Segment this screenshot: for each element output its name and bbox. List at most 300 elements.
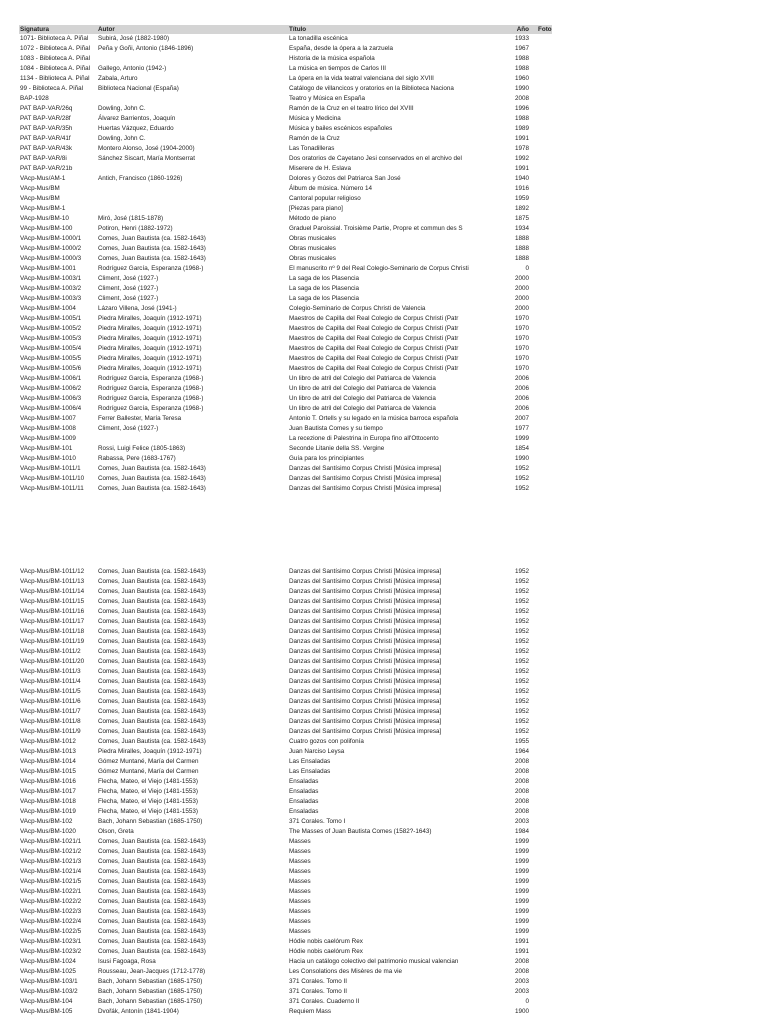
cell-titulo[interactable]: Un libro de atril del Colegio del Patriarca de Valencia (289, 375, 436, 382)
cell-ano[interactable]: 1916 (514, 185, 529, 192)
cell-ano[interactable]: 1952 (514, 648, 529, 655)
cell-autor[interactable]: Climent, José (1927-) (98, 425, 159, 432)
cell-ano[interactable]: 1999 (514, 858, 529, 865)
table-row[interactable] (19, 877, 552, 887)
cell-autor[interactable]: Comes, Juan Bautista (ca. 1582-1643) (98, 618, 206, 625)
cell-ano[interactable]: 1991 (514, 135, 529, 142)
table-row[interactable] (19, 354, 552, 364)
table-row[interactable] (19, 627, 552, 637)
cell-titulo[interactable]: Álbum de música. Número 14 (289, 185, 372, 192)
cell-titulo[interactable]: Dolores y Gozos del Patriarca San José (289, 175, 401, 182)
cell-titulo[interactable]: Danzas del Santísimo Corpus Christi [Música impresa] (289, 718, 442, 725)
table-row[interactable] (19, 114, 552, 124)
cell-autor[interactable]: Piedra Miralles, Joaquín (1912-1971) (98, 325, 202, 332)
cell-titulo[interactable]: Masses (289, 888, 311, 895)
cell-ano[interactable]: 1892 (514, 205, 529, 212)
cell-titulo[interactable]: Danzas del Santísimo Corpus Christi [Música impresa] (289, 728, 442, 735)
cell-signatura[interactable]: 1071- Biblioteca A. Piñal (20, 35, 89, 42)
cell-foto[interactable] (532, 264, 552, 274)
cell-autor[interactable]: Gallego, Antonio (1942-) (98, 65, 167, 72)
cell-titulo[interactable]: Masses (289, 838, 311, 845)
cell-titulo[interactable]: La ópera en la vida teatral valenciana del siglo XVIII (289, 75, 434, 82)
cell-foto[interactable] (532, 687, 552, 697)
cell-ano[interactable]: 2008 (514, 808, 529, 815)
cell-ano[interactable]: 2006 (514, 395, 529, 402)
table-row[interactable] (19, 617, 552, 627)
table-row[interactable] (19, 927, 552, 937)
cell-signatura[interactable]: VAcp-Mus/BM-1005/1 (20, 315, 82, 322)
cell-signatura[interactable]: VAcp-Mus/BM-1022/5 (20, 928, 82, 935)
cell-foto[interactable] (532, 777, 552, 787)
cell-titulo[interactable]: Juan Narciso Leysa (289, 748, 345, 755)
cell-foto[interactable] (532, 364, 552, 374)
table-row[interactable] (19, 414, 552, 424)
cell-foto[interactable] (532, 134, 552, 144)
cell-autor[interactable]: Comes, Juan Bautista (ca. 1582-1643) (98, 738, 206, 745)
cell-ano[interactable]: 1952 (514, 728, 529, 735)
cell-titulo[interactable]: 371 Corales. Cuaderno II (289, 998, 360, 1005)
cell-signatura[interactable]: VAcp-Mus/BM-1012 (20, 738, 76, 745)
cell-titulo[interactable]: Danzas del Santísimo Corpus Christi [Música impresa] (289, 698, 442, 705)
cell-ano[interactable]: 1952 (514, 568, 529, 575)
cell-foto[interactable] (532, 104, 552, 114)
cell-autor[interactable]: Comes, Juan Bautista (ca. 1582-1643) (98, 928, 206, 935)
table-row[interactable] (19, 454, 552, 464)
cell-foto[interactable] (532, 114, 552, 124)
cell-foto[interactable] (532, 284, 552, 294)
cell-titulo[interactable]: Masses (289, 878, 311, 885)
cell-ano[interactable]: 1999 (514, 878, 529, 885)
table-row[interactable] (19, 967, 552, 977)
cell-ano[interactable]: 1934 (514, 225, 529, 232)
cell-signatura[interactable]: VAcp-Mus/BM-1011/17 (20, 618, 85, 625)
cell-autor[interactable]: Ferrer Ballester, María Teresa (98, 415, 182, 422)
table-row[interactable] (19, 987, 552, 997)
cell-titulo[interactable]: Dos oratorios de Cayetano Jesi conservados en el archivo del (289, 155, 462, 162)
header-autor[interactable]: Autor (97, 25, 288, 34)
cell-signatura[interactable]: VAcp-Mus/BM-1011/8 (20, 718, 81, 725)
cell-signatura[interactable]: VAcp-Mus/BM-1001 (20, 265, 76, 272)
cell-autor[interactable]: Bach, Johann Sebastian (1685-1750) (98, 998, 203, 1005)
cell-ano[interactable]: 1952 (514, 718, 529, 725)
cell-titulo[interactable]: 371 Corales. Tomo II (289, 978, 347, 985)
cell-autor[interactable]: Comes, Juan Bautista (ca. 1582-1643) (98, 848, 206, 855)
table-row[interactable] (19, 184, 552, 194)
cell-signatura[interactable]: VAcp-Mus/BM-1009 (20, 435, 76, 442)
cell-ano[interactable]: 1970 (514, 365, 529, 372)
cell-titulo[interactable]: Danzas del Santísimo Corpus Christi [Música impresa] (289, 598, 442, 605)
cell-ano[interactable]: 2008 (514, 968, 529, 975)
table-row[interactable] (19, 727, 552, 737)
cell-titulo[interactable]: The Masses of Juan Bautista Comes (1582?-1643) (289, 828, 432, 835)
cell-ano[interactable]: 1952 (514, 618, 529, 625)
cell-titulo[interactable]: Catálogo de villancicos y oratorios en la Biblioteca Naciona (289, 85, 454, 92)
cell-titulo[interactable]: Las Ensaladas (289, 768, 331, 775)
cell-ano[interactable]: 1999 (514, 838, 529, 845)
cell-autor[interactable]: Comes, Juan Bautista (ca. 1582-1643) (98, 658, 206, 665)
cell-titulo[interactable]: [Piezas para piano] (289, 205, 343, 212)
cell-signatura[interactable]: VAcp-Mus/BM-1017 (20, 788, 76, 795)
cell-titulo[interactable]: Danzas del Santísimo Corpus Christi [Música impresa] (289, 668, 442, 675)
cell-titulo[interactable]: Hódie nobis caelórum Rex (289, 938, 363, 945)
table-row[interactable] (19, 394, 552, 404)
cell-autor[interactable]: Rodríguez García, Esperanza (1968-) (98, 375, 204, 382)
cell-ano[interactable]: 1992 (514, 155, 529, 162)
cell-foto[interactable] (532, 847, 552, 857)
cell-ano[interactable]: 1990 (514, 455, 529, 462)
cell-foto[interactable] (532, 234, 552, 244)
cell-foto[interactable] (532, 717, 552, 727)
cell-foto[interactable] (532, 817, 552, 827)
cell-autor[interactable]: Comes, Juan Bautista (ca. 1582-1643) (98, 948, 206, 955)
cell-signatura[interactable]: VAcp-Mus/BM-1022/3 (20, 908, 82, 915)
cell-signatura[interactable]: VAcp-Mus/BM-101 (20, 445, 73, 452)
cell-autor[interactable]: Antich, Francisco (1860-1926) (98, 175, 183, 182)
cell-signatura[interactable]: VAcp-Mus/BM-1023/2 (20, 948, 82, 955)
cell-foto[interactable] (532, 44, 552, 54)
cell-autor[interactable]: Comes, Juan Bautista (ca. 1582-1643) (98, 578, 206, 585)
header-ano[interactable]: Año (489, 25, 532, 34)
cell-autor[interactable]: Álvarez Barrientos, Joaquín (98, 115, 176, 122)
cell-titulo[interactable]: Ensaladas (289, 798, 319, 805)
table-row[interactable] (19, 867, 552, 877)
cell-signatura[interactable]: BAP-1928 (20, 95, 49, 102)
table-row[interactable] (19, 647, 552, 657)
cell-autor[interactable]: Rodríguez García, Esperanza (1968-) (98, 385, 204, 392)
cell-signatura[interactable]: VAcp-Mus/AM-1 (20, 175, 66, 182)
cell-signatura[interactable]: VAcp-Mus/BM-1000/1 (20, 235, 82, 242)
cell-titulo[interactable]: Maestros de Capilla del Real Colegio de Corpus Christi (Patr (289, 345, 459, 352)
cell-foto[interactable] (532, 697, 552, 707)
cell-foto[interactable] (532, 727, 552, 737)
cell-autor[interactable]: Gómez Muntané, María del Carmen (98, 768, 199, 775)
cell-titulo[interactable]: Ramón de la Cruz (289, 135, 340, 142)
cell-signatura[interactable]: PAT BAP-VAR/26q (20, 105, 73, 112)
cell-autor[interactable]: Dowling, John C. (98, 105, 146, 112)
cell-ano[interactable]: 1999 (514, 918, 529, 925)
cell-autor[interactable]: Rodríguez García, Esperanza (1968-) (98, 405, 204, 412)
cell-signatura[interactable]: VAcp-Mus/BM-1011/13 (20, 578, 85, 585)
cell-ano[interactable]: 1940 (514, 175, 529, 182)
cell-ano[interactable]: 1970 (514, 355, 529, 362)
cell-autor[interactable]: Comes, Juan Bautista (ca. 1582-1643) (98, 245, 206, 252)
cell-signatura[interactable]: VAcp-Mus/BM-1003/1 (20, 275, 82, 282)
cell-ano[interactable]: 1970 (514, 315, 529, 322)
cell-signatura[interactable]: VAcp-Mus/BM-1021/1 (20, 838, 82, 845)
table-row[interactable] (19, 364, 552, 374)
table-row[interactable] (19, 44, 552, 54)
cell-ano[interactable]: 1952 (514, 578, 529, 585)
cell-foto[interactable] (532, 454, 552, 464)
cell-autor[interactable]: Piedra Miralles, Joaquín (1912-1971) (98, 355, 202, 362)
cell-titulo[interactable]: Obras musicales (289, 235, 336, 242)
table-row[interactable] (19, 667, 552, 677)
cell-autor[interactable]: Piedra Miralles, Joaquín (1912-1971) (98, 365, 202, 372)
cell-signatura[interactable]: 1134 - Biblioteca A. Piñal (20, 75, 90, 82)
cell-ano[interactable]: 1960 (514, 75, 529, 82)
cell-titulo[interactable]: Colegio-Seminario de Corpus Christi de Valencia (289, 305, 426, 312)
cell-ano[interactable]: 2003 (514, 818, 529, 825)
cell-titulo[interactable]: Danzas del Santísimo Corpus Christi [Música impresa] (289, 648, 442, 655)
cell-autor[interactable]: Bach, Johann Sebastian (1685-1750) (98, 988, 203, 995)
header-titulo[interactable]: Título (288, 25, 489, 34)
cell-signatura[interactable]: VAcp-Mus/BM-1011/20 (20, 658, 85, 665)
cell-foto[interactable] (532, 54, 552, 64)
cell-signatura[interactable]: VAcp-Mus/BM-1011/6 (20, 698, 81, 705)
cell-ano[interactable]: 1964 (514, 748, 529, 755)
cell-titulo[interactable]: Guía para los principiantes (289, 455, 364, 462)
cell-titulo[interactable]: Danzas del Santísimo Corpus Christi [Música impresa] (289, 708, 442, 715)
cell-autor[interactable]: Comes, Juan Bautista (ca. 1582-1643) (98, 648, 206, 655)
table-row[interactable] (19, 1007, 552, 1017)
cell-ano[interactable]: 1875 (514, 215, 529, 222)
cell-titulo[interactable]: Juan Bautista Comes y su tiempo (289, 425, 383, 432)
table-row[interactable] (19, 597, 552, 607)
cell-signatura[interactable]: VAcp-Mus/BM-1004 (20, 305, 76, 312)
cell-titulo[interactable]: Danzas del Santísimo Corpus Christi [Música impresa] (289, 658, 442, 665)
table-row[interactable] (19, 274, 552, 284)
cell-signatura[interactable]: VAcp-Mus/BM-1011/5 (20, 688, 81, 695)
cell-autor[interactable]: Comes, Juan Bautista (ca. 1582-1643) (98, 878, 206, 885)
cell-ano[interactable]: 0 (525, 265, 529, 272)
table-row[interactable] (19, 444, 552, 454)
cell-autor[interactable]: Bach, Johann Sebastian (1685-1750) (98, 978, 203, 985)
cell-autor[interactable] (97, 434, 288, 444)
cell-autor[interactable]: Zabala, Arturo (98, 75, 138, 82)
table-row[interactable] (19, 234, 552, 244)
cell-ano[interactable]: 1984 (514, 828, 529, 835)
cell-titulo[interactable]: La tonadilla escénica (289, 35, 348, 42)
table-row[interactable] (19, 607, 552, 617)
cell-autor[interactable]: Comes, Juan Bautista (ca. 1582-1643) (98, 628, 206, 635)
cell-autor[interactable] (97, 184, 288, 194)
cell-titulo[interactable]: Danzas del Santísimo Corpus Christi [Música impresa] (289, 688, 442, 695)
table-row[interactable] (19, 154, 552, 164)
table-row[interactable] (19, 917, 552, 927)
cell-titulo[interactable]: El manuscrito nº 9 del Real Colegio-Seminario de Corpus Christi (289, 265, 469, 272)
cell-foto[interactable] (532, 797, 552, 807)
cell-signatura[interactable]: VAcp-Mus/BM-1008 (20, 425, 76, 432)
cell-signatura[interactable]: VAcp-Mus/BM-100 (20, 225, 73, 232)
cell-titulo[interactable]: Método de piano (289, 215, 336, 222)
table-row[interactable] (19, 104, 552, 114)
cell-signatura[interactable]: VAcp-Mus/BM-1011/14 (20, 588, 85, 595)
cell-foto[interactable] (532, 64, 552, 74)
cell-titulo[interactable]: Un libro de atril del Colegio del Patriarca de Valencia (289, 385, 436, 392)
cell-foto[interactable] (532, 617, 552, 627)
cell-autor[interactable]: Comes, Juan Bautista (ca. 1582-1643) (98, 718, 206, 725)
cell-foto[interactable] (532, 957, 552, 967)
cell-titulo[interactable]: Danzas del Santísimo Corpus Christi [Música impresa] (289, 588, 442, 595)
cell-titulo[interactable]: Música y bailes escénicos españoles (289, 125, 393, 132)
cell-signatura[interactable]: PAT BAP-VAR/8i (20, 155, 67, 162)
cell-foto[interactable] (532, 707, 552, 717)
table-row[interactable] (19, 907, 552, 917)
table-row[interactable] (19, 787, 552, 797)
cell-autor[interactable] (97, 164, 288, 174)
cell-titulo[interactable]: Miserere de H. Eslava (289, 165, 351, 172)
cell-ano[interactable]: 1989 (514, 125, 529, 132)
cell-foto[interactable] (532, 757, 552, 767)
table-row[interactable] (19, 767, 552, 777)
cell-foto[interactable] (532, 997, 552, 1007)
cell-ano[interactable]: 1988 (514, 65, 529, 72)
cell-autor[interactable]: Comes, Juan Bautista (ca. 1582-1643) (98, 255, 206, 262)
cell-foto[interactable] (532, 907, 552, 917)
table-row[interactable] (19, 977, 552, 987)
cell-titulo[interactable]: Masses (289, 848, 311, 855)
table-row[interactable] (19, 777, 552, 787)
cell-autor[interactable]: Miró, José (1815-1878) (98, 215, 164, 222)
cell-ano[interactable]: 2008 (514, 798, 529, 805)
table-row[interactable] (19, 837, 552, 847)
table-row[interactable] (19, 284, 552, 294)
cell-titulo[interactable]: Danzas del Santísimo Corpus Christi [Música impresa] (289, 628, 442, 635)
cell-autor[interactable]: Comes, Juan Bautista (ca. 1582-1643) (98, 638, 206, 645)
cell-ano[interactable]: 2007 (514, 415, 529, 422)
cell-foto[interactable] (532, 474, 552, 484)
table-row[interactable] (19, 677, 552, 687)
cell-foto[interactable] (532, 74, 552, 84)
table-row[interactable] (19, 717, 552, 727)
table-row[interactable] (19, 577, 552, 587)
cell-autor[interactable]: Peña y Goñi, Antonio (1846-1896) (98, 45, 194, 52)
cell-titulo[interactable]: Les Consolations des Misères de ma vie (289, 968, 403, 975)
table-row[interactable] (19, 254, 552, 264)
cell-foto[interactable] (532, 897, 552, 907)
cell-titulo[interactable]: La recezione di Palestrina in Europa fino all'Ottocento (289, 435, 439, 442)
cell-foto[interactable] (532, 857, 552, 867)
cell-foto[interactable] (532, 214, 552, 224)
cell-ano[interactable]: 0 (525, 998, 529, 1005)
cell-autor[interactable]: Comes, Juan Bautista (ca. 1582-1643) (98, 598, 206, 605)
cell-signatura[interactable]: VAcp-Mus/BM-1014 (20, 758, 76, 765)
cell-titulo[interactable]: Danzas del Santísimo Corpus Christi [Música impresa] (289, 678, 442, 685)
cell-foto[interactable] (532, 334, 552, 344)
cell-foto[interactable] (532, 384, 552, 394)
cell-ano[interactable]: 1999 (514, 848, 529, 855)
cell-autor[interactable]: Piedra Miralles, Joaquín (1912-1971) (98, 315, 202, 322)
cell-foto[interactable] (532, 244, 552, 254)
cell-ano[interactable]: 1967 (514, 45, 529, 52)
cell-titulo[interactable]: Obras musicales (289, 245, 336, 252)
table-row[interactable] (19, 144, 552, 154)
table-row[interactable] (19, 244, 552, 254)
cell-ano[interactable]: 1952 (514, 628, 529, 635)
cell-titulo[interactable]: Música y Medicina (289, 115, 341, 122)
cell-foto[interactable] (532, 917, 552, 927)
cell-autor[interactable]: Comes, Juan Bautista (ca. 1582-1643) (98, 608, 206, 615)
cell-autor[interactable]: Comes, Juan Bautista (ca. 1582-1643) (98, 888, 206, 895)
cell-signatura[interactable]: VAcp-Mus/BM-1000/2 (20, 245, 82, 252)
cell-ano[interactable]: 2006 (514, 405, 529, 412)
cell-ano[interactable]: 2000 (514, 305, 529, 312)
cell-ano[interactable]: 1952 (514, 658, 529, 665)
cell-signatura[interactable]: VAcp-Mus/BM (20, 195, 60, 202)
cell-autor[interactable]: Flecha, Mateo, el Viejo (1481-1553) (98, 808, 198, 815)
table-row[interactable] (19, 567, 552, 577)
table-row[interactable] (19, 374, 552, 384)
cell-titulo[interactable]: Ramón de la Cruz en el teatro lírico del XVIII (289, 105, 414, 112)
table-row[interactable] (19, 404, 552, 414)
cell-titulo[interactable]: Teatro y Música en España (289, 95, 365, 102)
cell-ano[interactable]: 1999 (514, 868, 529, 875)
cell-autor[interactable]: Comes, Juan Bautista (ca. 1582-1643) (98, 708, 206, 715)
cell-autor[interactable]: Bach, Johann Sebastian (1685-1750) (98, 818, 203, 825)
table-row[interactable] (19, 464, 552, 474)
cell-autor[interactable]: Comes, Juan Bautista (ca. 1582-1643) (98, 868, 206, 875)
cell-titulo[interactable]: La saga de los Plasencia (289, 295, 360, 302)
cell-signatura[interactable]: VAcp-Mus/BM-105 (20, 1008, 73, 1015)
cell-signatura[interactable]: VAcp-Mus/BM-1011/7 (20, 708, 81, 715)
table-row[interactable] (19, 264, 552, 274)
table-row[interactable] (19, 697, 552, 707)
cell-signatura[interactable]: VAcp-Mus/BM-1015 (20, 768, 76, 775)
cell-foto[interactable] (532, 807, 552, 817)
table-row[interactable] (19, 314, 552, 324)
cell-titulo[interactable]: La saga de los Plasencia (289, 285, 360, 292)
cell-titulo[interactable]: España, desde la ópera a la zarzuela (289, 45, 393, 52)
cell-foto[interactable] (532, 657, 552, 667)
cell-ano[interactable]: 1952 (514, 708, 529, 715)
cell-titulo[interactable]: Historia de la música española (289, 55, 375, 62)
cell-titulo[interactable]: Graduel Paroissial. Troisième Partie, Propre et commun des S (289, 225, 463, 232)
table-row[interactable] (19, 817, 552, 827)
cell-signatura[interactable]: VAcp-Mus/BM-1005/6 (20, 365, 82, 372)
cell-autor[interactable]: Rossi, Luigi Felice (1805-1863) (98, 445, 186, 452)
cell-ano[interactable]: 2008 (514, 788, 529, 795)
cell-ano[interactable]: 2000 (514, 275, 529, 282)
cell-autor[interactable]: Rodríguez García, Esperanza (1968-) (98, 395, 204, 402)
table-row[interactable] (19, 174, 552, 184)
table-row[interactable] (19, 424, 552, 434)
cell-ano[interactable]: 1952 (514, 688, 529, 695)
table-row[interactable] (19, 204, 552, 214)
table-row[interactable] (19, 947, 552, 957)
cell-foto[interactable] (532, 424, 552, 434)
cell-signatura[interactable]: VAcp-Mus/BM-1006/4 (20, 405, 82, 412)
cell-titulo[interactable]: Cantoral popular religioso (289, 195, 361, 202)
cell-autor[interactable]: Comes, Juan Bautista (ca. 1582-1643) (98, 688, 206, 695)
cell-signatura[interactable]: VAcp-Mus/BM-1023/1 (20, 938, 82, 945)
cell-signatura[interactable]: VAcp-Mus/BM-1000/3 (20, 255, 82, 262)
table-row[interactable] (19, 54, 552, 64)
cell-foto[interactable] (532, 344, 552, 354)
cell-signatura[interactable]: VAcp-Mus/BM-1020 (20, 828, 76, 835)
table-row[interactable] (19, 74, 552, 84)
cell-foto[interactable] (532, 667, 552, 677)
cell-signatura[interactable]: 99 - Biblioteca A. Piñal (20, 85, 84, 92)
cell-titulo[interactable]: Cuatro gozos con polifonía (289, 738, 364, 745)
cell-signatura[interactable]: VAcp-Mus/BM (20, 185, 60, 192)
cell-ano[interactable]: 2008 (514, 778, 529, 785)
cell-titulo[interactable]: Ensaladas (289, 808, 319, 815)
cell-foto[interactable] (532, 767, 552, 777)
cell-autor[interactable]: Comes, Juan Bautista (ca. 1582-1643) (98, 668, 206, 675)
table-row[interactable] (19, 687, 552, 697)
cell-ano[interactable]: 1999 (514, 888, 529, 895)
cell-titulo[interactable]: Maestros de Capilla del Real Colegio de Corpus Christi (Patr (289, 355, 459, 362)
cell-autor[interactable]: Comes, Juan Bautista (ca. 1582-1643) (98, 678, 206, 685)
cell-foto[interactable] (532, 414, 552, 424)
cell-ano[interactable]: 2006 (514, 375, 529, 382)
cell-signatura[interactable]: PAT BAP-VAR/28f (20, 115, 71, 122)
cell-foto[interactable] (532, 404, 552, 414)
cell-autor[interactable]: Comes, Juan Bautista (ca. 1582-1643) (98, 938, 206, 945)
cell-signatura[interactable]: 1083 - Biblioteca A. Piñal (20, 55, 91, 62)
table-row[interactable] (19, 937, 552, 947)
cell-autor[interactable]: Flecha, Mateo, el Viejo (1481-1553) (98, 778, 198, 785)
